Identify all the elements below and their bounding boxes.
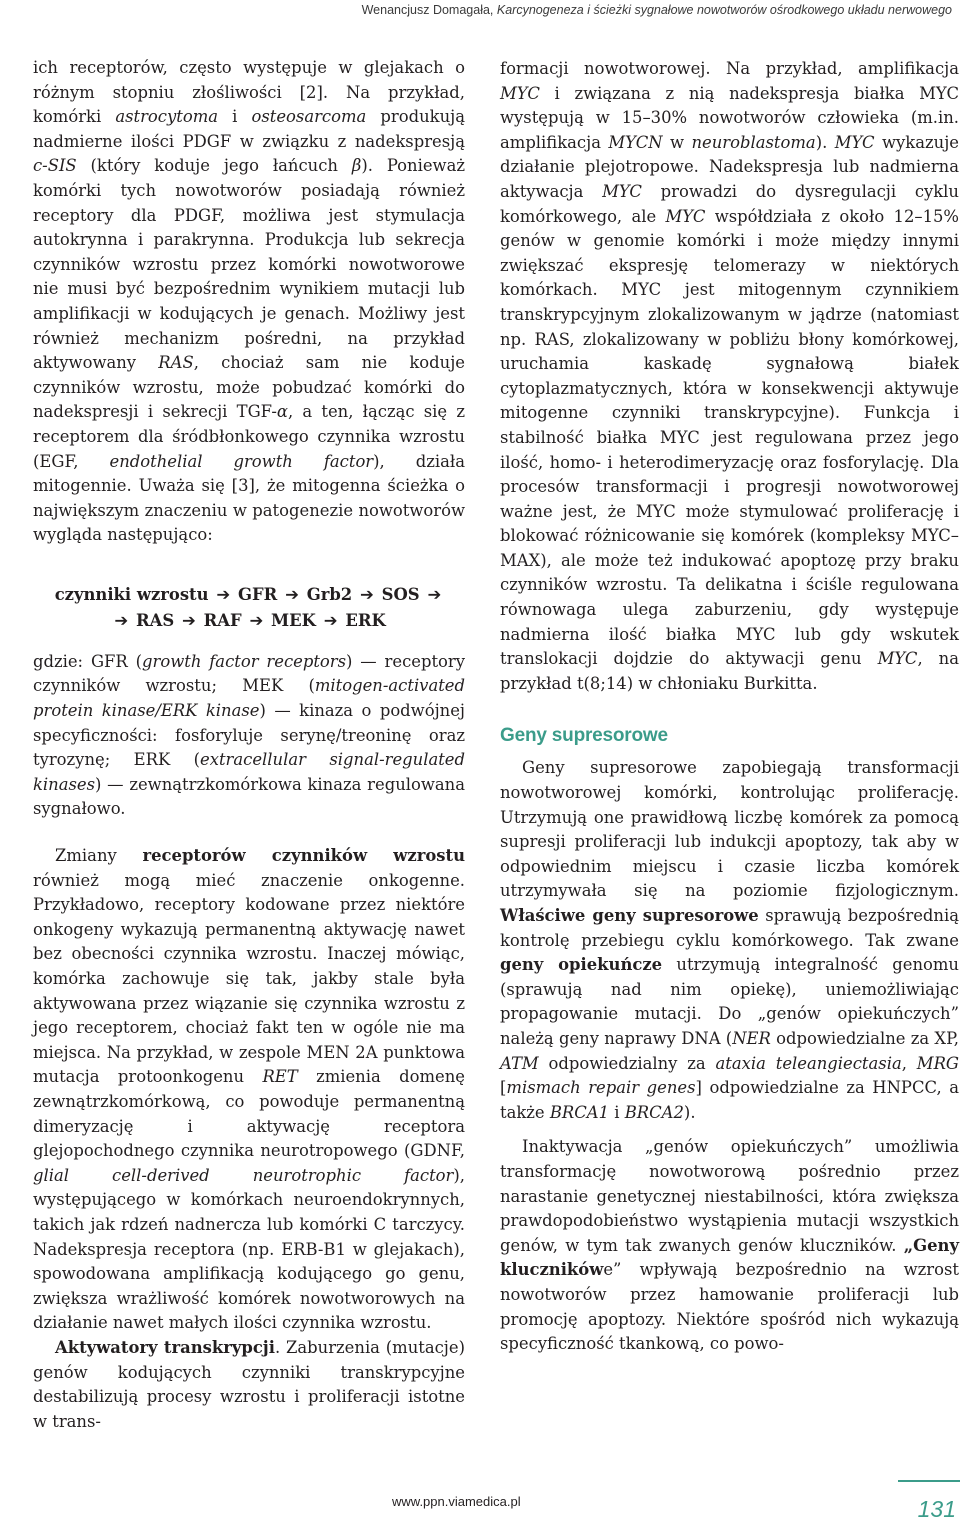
pathway-line-1 <box>33 582 465 608</box>
page-number: 131 <box>917 1496 956 1522</box>
header-authors: Wenancjusz Domagała, <box>361 3 497 17</box>
pathway-step: Grb2 <box>306 584 353 604</box>
paragraph-growth-factors: ich receptorów, często występuje w glejakach o różnym stopniu złośliwości [2]. Na przykład, komórki astrocytoma i osteosarcoma produkują nadmierne ilości PDGF w związku z nadekspresją c-SIS (który koduje jego łańcuch β). Ponieważ komórki tych nowotworów posiadają również receptory dla PDGF, możliwa jest stymulacja autokrynna i parakrynna. Produkcja lub sekrecja czynników wzrostu przez komórki nowotworowe nie musi być bezpośrednim wynikiem mutacji lub amplifikacji w kodujących je genach. Możliwy jest również mechanizm pośredni, na przykład aktywowany RAS, chociaż sam nie koduje czynników wzrostu, może pobudzać komórki do nadekspresji i sekrecji TGF-α, a ten, łącząc się z receptorem dla śródbłonkowego czynnika wzrostu (EGF, endothelial growth factor), działa mitogennie. Uważa się [3], że mitogenna ścieżka o największym znaczeniu w patogenezie nowotworów wygląda następująco: <box>33 58 466 545</box>
pathway-step: SOS <box>381 584 420 604</box>
arrow-icon: ➔ <box>285 584 299 604</box>
paragraph-receptors: Zmiany receptorów czynników wzrostu również mogą mieć znaczenie onkogenne. Przykładowo, receptory kodowane przez niektóre onkogeny wykazują permanentną aktywację nawet bez obecności czynnika wzrostu. Inaczej mówiąc, komórka zachowuje się tak, jakby stale była aktywowana przez wiązanie się czynnika wzrostu z jego receptorem, chociaż fakt ten w ogóle nie ma miejsca. Na przykład, w zespole MEN 2A punktowa mutacja protoonkogenu RET zmienia domenę zewnątrzkomórkową, co powoduje permanentną dimeryzację i aktywację receptora glejopochodnego czynnika neurotropowego (GDNF, glial cell-derived neurotrophic factor), występującego w komórkach neuroendokrynnych, takich jak rdzeń nadnercza lub komórki C tarczycy. Nadekspresja receptora (np. ERB-B1 w glejakach), spowodowana amplifikacją kodującego go genu, zwiększa wrażliwość komórek nowotworowych na działanie nawet małych ilości czynnika wzrostu. <box>33 846 465 1333</box>
header-title: Karcynogeneza i ścieżki sygnałowe nowotworów ośrodkowego układu nerwowego <box>496 3 952 17</box>
paragraph-abbreviations: gdzie: GFR (growth factor receptors) — receptory czynników wzrostu; MEK (mitogen-activated protein kinase/ERK kinase) — kinaza o podwójnej specyficzności: fosforyluje serynę/treoninę oraz tyrozynę; ERK (extracellular signal-regulated kinases) — zewnątrzkomórkowa kinaza regulowana sygnałowo. <box>33 651 465 819</box>
pathway-step: ERK <box>345 610 386 630</box>
arrow-icon: ➔ <box>114 610 129 630</box>
pathway-step: RAF <box>203 610 242 630</box>
page-number-rule <box>898 1480 960 1482</box>
arrow-icon: ➔ <box>216 584 231 604</box>
pathway-step: GFR <box>238 584 278 604</box>
pathway-step: RAS <box>135 610 175 630</box>
paragraph-caretaker-inactivation: Inaktywacja „genów opiekuńczych” umożliwia transformację nowotworową pośrednio przez narastanie genetycznej niestabilności, która zwiększa prawdopodobieństwo wystąpienia mutacji wszystkich genów, w tym tak zwanych genów kluczników. „Geny klucznikówe” wpływają bezpośrednio na wzrost nowotworów przez hamowanie proliferacji lub promocję apoptozy. Niektóre spośród nich wykazują specyficzność tkankową, co powo- <box>500 1137 959 1354</box>
paragraph-suppressor-genes: Geny supresorowe zapobiegają transformacji nowotworowej komórki, kontrolując proliferację. Utrzymują one prawidłową liczbę komórek za pomocą supresji proliferacji lub indukcji apoptozy, tak aby w odpowiednim miejscu i czasie liczba komórek utrzymywała się na poziomie fizjologicznym. Właściwe geny supresorowe sprawują bezpośrednią kontrolę przebiegu cyklu komórkowego. Tak zwane geny opiekuńcze utrzymują integralność genomu (sprawują nad nim opiekę), uniemożliwiając propagowanie mutacji. Do „genów opiekuńczych” należą geny naprawy DNA (NER odpowiedzialne za XP, ATM odpowiedzialny za ataxia teleangiectasia, MRG [mismach repair genes] odpowiedzialne za HNPCC, a także BRCA1 i BRCA2). <box>500 758 959 1122</box>
section-heading: Geny supresorowe <box>500 725 668 747</box>
left-column <box>33 56 465 1434</box>
pathway-step: czynniki wzrostu <box>54 584 209 604</box>
arrow-icon: ➔ <box>323 610 338 630</box>
arrow-icon: ➔ <box>249 610 264 630</box>
arrow-icon: ➔ <box>360 584 374 604</box>
journal-url: www.ppn.viamedica.pl <box>392 1494 521 1509</box>
arrow-icon: ➔ <box>427 584 442 604</box>
signaling-pathway-flow <box>33 582 465 634</box>
running-header <box>0 0 960 22</box>
paragraph-myc: formacji nowotworowej. Na przykład, amplifikacja MYC i związana z nią nadekspresja białka MYC występują w 15–30% nowotworów człowieka (m.in. amplifikacja MYCN w neuroblastoma). MYC wykazuje działanie plejotropowe. Nadekspresja lub nadmierna aktywacja MYC prowadzi do dysregulacji cyklu komórkowego, ale MYC współdziała z około 12–15% genów w genomie komórki i może między innymi zwiększać ekspresję telomerazy w niektórych komórkach. MYC jest mitogennym czynnikiem transkrypcyjnym zlokalizowanym w jądrze (natomiast np. RAS, zlokalizowany w pobliżu błony komórkowej, uruchamia kaskadę sygnałową białek cytoplazmatycznych, która w konsekwencji aktywuje mitogenne czynniki transkrypcyjne). Funkcja i stabilność białka MYC jest regulowana przez jego ilość, homo- i heterodimeryzację oraz fosforylację. Dla procesów transformacji i progresji nowotworowej ważne jest, że MYC może stymulować proliferację i blokować różnicowanie się komórek (kompleksy MYC–MAX), ale może też indukować apoptozę przy braku czynników wzrostu. Ta delikatna i ściśle regulowana równowaga ulega zaburzeniu, gdy występuje nadmierna ilość białka MYC lub gdy wskutek translokacji dojdzie do aktywacji genu MYC, na przykład t(8;14) w chłoniaku Burkitta. <box>500 59 959 693</box>
right-column <box>500 57 959 1357</box>
pathway-step: MEK <box>271 610 316 630</box>
paragraph-transcription-activators: Aktywatory transkrypcji. Zaburzenia (mutacje) genów kodujących czynniki transkrypcyjne destabilizują procesy wzrostu i proliferacji istotne w trans- <box>33 1337 465 1431</box>
pathway-line-2 <box>33 608 465 634</box>
arrow-icon: ➔ <box>182 610 196 630</box>
